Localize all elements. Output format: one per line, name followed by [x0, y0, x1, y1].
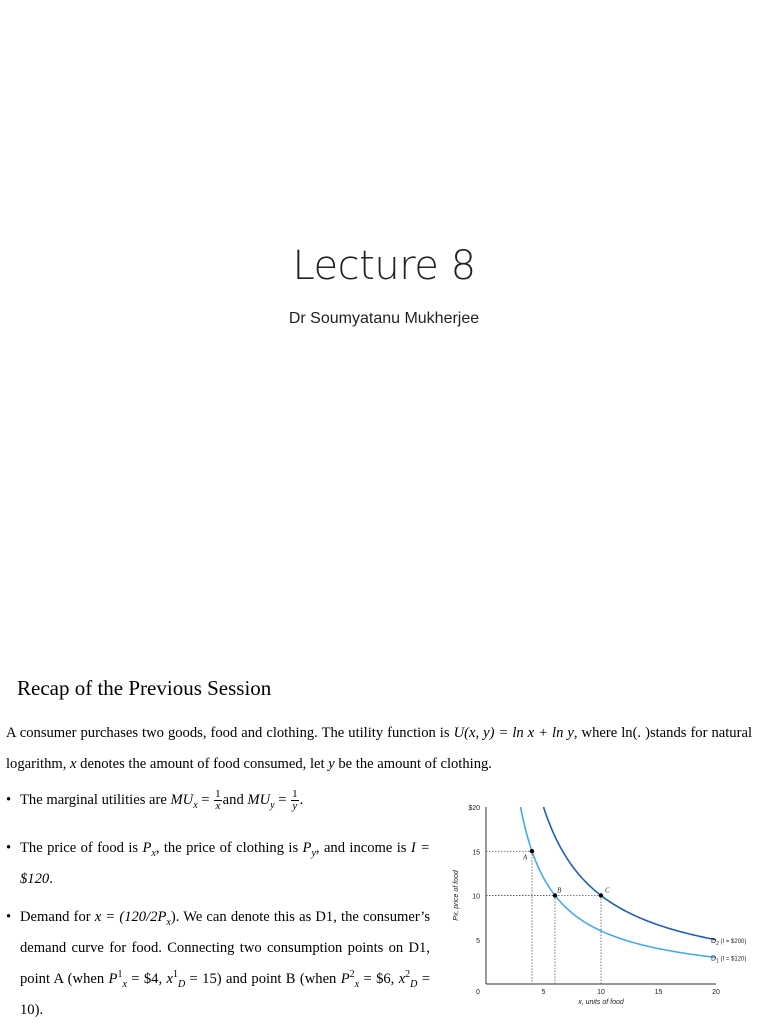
x-tick-label: 15	[654, 989, 663, 996]
bullet-text: Demand for	[20, 909, 95, 925]
superscript: 1	[172, 969, 178, 981]
denominator: x	[215, 800, 221, 813]
intro-text: denotes the amount of food consumed, let	[76, 756, 329, 772]
point-label: C	[605, 886, 610, 895]
intro-text: be the amount of clothing.	[334, 756, 492, 772]
x-tick-label: 20	[712, 989, 720, 996]
point-label: B	[557, 886, 562, 895]
bullet-text: and	[222, 792, 248, 808]
curve-label-sub: 2	[716, 940, 719, 947]
y-tick-label: $20	[468, 805, 480, 812]
superscript: 1	[117, 969, 123, 981]
subscript: y	[311, 847, 316, 859]
x-tick-label: 10	[597, 989, 605, 996]
denominator: y	[292, 800, 298, 813]
mu-x: MU	[170, 792, 194, 808]
bullet-text: = $6,	[359, 971, 399, 987]
quantity-2: x	[398, 971, 406, 987]
bullet-marginal-utilities	[6, 785, 430, 816]
equals: =	[274, 792, 291, 808]
subscript: x	[193, 799, 198, 811]
fraction-1-over-x	[214, 789, 222, 812]
data-point	[599, 893, 603, 897]
bullet-dot: •	[6, 909, 12, 925]
y-tick-label: 15	[472, 849, 480, 857]
bullet-text: = 15) and point B (when	[185, 971, 341, 987]
superscript: 2	[405, 969, 411, 981]
equals: =	[197, 792, 214, 808]
numerator: 1	[215, 788, 221, 801]
price-2: P	[340, 971, 350, 987]
bullet-text: .	[49, 871, 53, 887]
subscript: y	[270, 799, 275, 811]
subscript: x	[151, 847, 156, 859]
intro-text: A consumer purchases two goods, food and clothing. The utility function is	[6, 725, 454, 741]
demand-curve	[544, 807, 717, 940]
bullet-text: , the price of clothing is	[155, 840, 303, 856]
x-tick-label: 0	[476, 989, 480, 996]
bullet-demand	[6, 902, 430, 1026]
intro-text: , where ln(. )stands for natural logarithm,	[6, 725, 752, 772]
bullet-text: .	[299, 792, 304, 808]
x-axis-label: x, units of food	[578, 999, 624, 1006]
price-y: P	[302, 840, 312, 856]
x-tick-label: 5	[541, 989, 546, 996]
point-label: A	[523, 853, 528, 862]
curve-label-rest: (I = $200)	[718, 938, 747, 945]
bullet-text: , and income is	[315, 840, 411, 856]
quantity-1: x	[166, 971, 173, 987]
subscript: x	[354, 978, 360, 990]
bullet-text: = 10).	[20, 971, 431, 1018]
y-axis-label: Px, price of food	[453, 870, 460, 921]
bullet-text: = $4,	[126, 971, 167, 987]
data-point	[530, 849, 534, 853]
bullet-dot: •	[6, 792, 12, 808]
lecture-title: Lecture 8	[292, 243, 476, 289]
recap-heading: Recap of the Previous Session	[17, 676, 272, 700]
subscript: D	[410, 978, 418, 990]
var-y: y	[328, 756, 335, 772]
numerator: 1	[292, 788, 298, 801]
income: I = $120	[20, 840, 430, 887]
demand-expression: x = (120/2P	[94, 909, 167, 925]
demand-curve-chart	[436, 800, 760, 1012]
superscript: 2	[349, 969, 355, 981]
price-x: P	[142, 840, 152, 856]
bullet-text: The price of food is	[20, 840, 143, 856]
curve-label-sub: 1	[716, 958, 719, 965]
bullet-text: The marginal utilities are	[20, 792, 171, 808]
y-tick-label: 10	[472, 893, 480, 901]
subscript: x	[166, 916, 171, 928]
intro-paragraph	[6, 718, 752, 780]
utility-function: U(x, y) = ln x + ln y	[453, 725, 574, 741]
bullet-dot: •	[6, 840, 12, 856]
author-name: Dr Soumyatanu Mukherjee	[288, 310, 480, 327]
price-1: P	[108, 971, 118, 987]
bullet-text: ). We can denote this as D1, the consumer’s demand curve for food. Connecting two consumption points on D1, point A (when	[20, 909, 430, 987]
y-tick-label: 5	[476, 937, 480, 945]
curve-label-rest: (I = $120)	[718, 956, 747, 963]
curve-label	[711, 955, 746, 964]
var-x: x	[70, 756, 77, 772]
subscript: x	[122, 978, 127, 990]
mu-y: MU	[247, 792, 271, 808]
bullet-prices-income	[6, 833, 430, 895]
curve-label	[711, 938, 746, 947]
fraction-1-over-y	[291, 789, 299, 812]
demand-curve	[521, 807, 717, 957]
subscript: D	[177, 978, 186, 990]
curve-label-main: D	[711, 937, 717, 945]
curve-label-main: D	[711, 955, 717, 963]
